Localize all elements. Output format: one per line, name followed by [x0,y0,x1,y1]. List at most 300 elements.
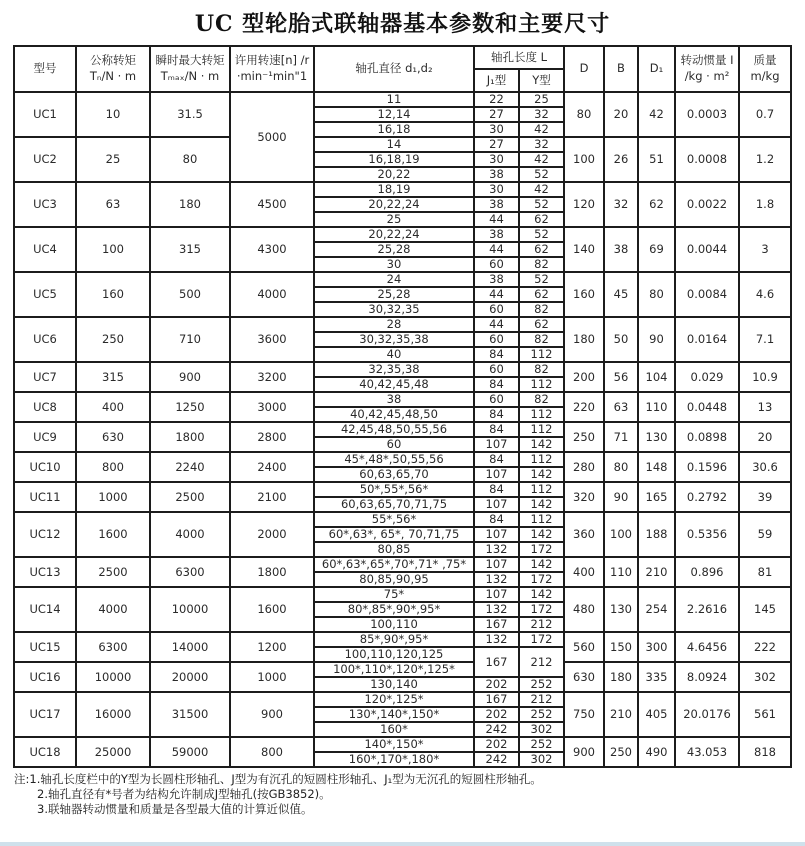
mass-cell: 13 [739,392,791,422]
table-row [14,587,791,602]
y-length-cell: 302 [519,722,564,737]
B-cell: 100 [604,512,638,557]
y-length-cell: 82 [519,257,564,272]
col-header-mass [739,46,791,92]
max-torque-cell: 2240 [150,452,230,482]
speed-cell: 1800 [230,557,314,587]
y-length-cell: 112 [519,407,564,422]
model-cell: UC10 [14,452,76,482]
j1-length-cell: 202 [474,707,519,722]
D1-cell: 254 [638,587,675,632]
j1-length-cell: 84 [474,407,519,422]
max-torque-cell: 900 [150,362,230,392]
model-cell: UC3 [14,182,76,227]
table-row [14,317,791,332]
D1-cell: 42 [638,92,675,137]
model-cell: UC16 [14,662,76,692]
y-length-cell: 112 [519,482,564,497]
D-cell: 140 [564,227,604,272]
mass-cell: 818 [739,737,791,767]
B-cell: 45 [604,272,638,317]
D1-cell: 69 [638,227,675,272]
nominal-torque-cell: 1000 [76,482,150,512]
mass-unit: m/kg [750,69,780,83]
y-length-cell: 42 [519,122,564,137]
model-cell: UC18 [14,737,76,767]
speed-cell: 3200 [230,362,314,392]
j1-length-cell: 44 [474,287,519,302]
speed-cell: 1200 [230,632,314,662]
bore-diameter-cell: 55*,56* [314,512,474,527]
y-length-cell: 302 [519,752,564,767]
speed-cell: 1000 [230,662,314,692]
bore-diameter-cell: 80,85 [314,542,474,557]
bore-diameter-cell: 24 [314,272,474,287]
table-row [14,557,791,572]
y-length-cell: 82 [519,302,564,317]
j1-length-cell: 132 [474,632,519,647]
D-cell: 560 [564,632,604,662]
D1-cell: 90 [638,317,675,362]
inertia-cell: 0.0448 [675,392,739,422]
y-length-cell: 82 [519,392,564,407]
mass-cell: 561 [739,692,791,737]
bore-diameter-label: 轴孔直径 d₁,d₂ [355,61,433,76]
bore-diameter-cell: 40,42,45,48,50 [314,407,474,422]
mass-cell: 1.2 [739,137,791,182]
inertia-cell: 0.0898 [675,422,739,452]
j1-length-cell: 84 [474,377,519,392]
nominal-torque-cell: 63 [76,182,150,227]
table-row [14,422,791,437]
j1-length-cell: 167 [474,647,519,677]
speed-cell: 2000 [230,512,314,557]
B-cell: 90 [604,482,638,512]
B-cell: 26 [604,137,638,182]
model-cell: UC9 [14,422,76,452]
D1-label: D₁ [649,61,664,76]
max-torque-label: 瞬时最大转矩 [155,53,225,68]
col-header-B [604,46,638,92]
D1-cell: 130 [638,422,675,452]
nominal-torque-cell: 630 [76,422,150,452]
B-cell: 130 [604,587,638,632]
y-length-cell: 112 [519,422,564,437]
max-torque-cell: 6300 [150,557,230,587]
inertia-cell: 0.1596 [675,452,739,482]
nominal-torque-cell: 800 [76,452,150,482]
inertia-cell: 8.0924 [675,662,739,692]
j1-length-cell: 38 [474,197,519,212]
model-cell: UC5 [14,272,76,317]
speed-cell: 3600 [230,317,314,362]
B-cell: 71 [604,422,638,452]
j1-length-cell: 60 [474,362,519,377]
col-header-D [564,46,604,92]
D1-cell: 104 [638,362,675,392]
y-length-cell: 172 [519,572,564,587]
mass-cell: 7.1 [739,317,791,362]
B-cell: 32 [604,182,638,227]
col-header-speed [230,46,314,92]
model-cell: UC15 [14,632,76,662]
table-row [14,362,791,377]
nominal-torque-cell: 250 [76,317,150,362]
D1-cell: 490 [638,737,675,767]
table-row [14,392,791,407]
nominal-torque-unit: Tₙ/N · m [89,69,137,83]
j1-length-cell: 84 [474,452,519,467]
bore-diameter-cell: 100,110 [314,617,474,632]
D1-cell: 62 [638,182,675,227]
j1-length-cell: 84 [474,512,519,527]
max-torque-cell: 14000 [150,632,230,662]
y-length-cell: 142 [519,497,564,512]
y-length-cell: 52 [519,272,564,287]
table-row [14,137,791,152]
nominal-torque-label: 公称转矩 [90,53,136,68]
table-row [14,452,791,467]
bore-diameter-cell: 85*,90*,95* [314,632,474,647]
D1-cell: 210 [638,557,675,587]
bore-diameter-cell: 60*,63*,65*,70*,71* ,75* [314,557,474,572]
bore-diameter-cell: 42,45,48,50,55,56 [314,422,474,437]
y-length-cell: 252 [519,677,564,692]
col-header-j1-type [474,69,519,92]
bore-diameter-cell: 160* [314,722,474,737]
nominal-torque-cell: 315 [76,362,150,392]
footnote-3: 3.联轴器转动惯量和质量是各型最大值的计算近似值。 [37,801,313,816]
bore-diameter-cell: 160*,170*,180* [314,752,474,767]
bore-diameter-cell: 28 [314,317,474,332]
D-cell: 480 [564,587,604,632]
y-length-cell: 112 [519,512,564,527]
j1-length-cell: 167 [474,617,519,632]
col-header-inertia [675,46,739,92]
y-length-cell: 82 [519,332,564,347]
bore-diameter-cell: 40 [314,347,474,362]
mass-cell: 0.7 [739,92,791,137]
col-header-D1 [638,46,675,92]
y-length-cell: 172 [519,632,564,647]
nominal-torque-cell: 4000 [76,587,150,632]
bore-diameter-cell: 14 [314,137,474,152]
inertia-label: 转动惯量 I [680,53,734,68]
y-length-cell: 42 [519,152,564,167]
table-row [14,737,791,752]
bore-diameter-cell: 30 [314,257,474,272]
speed-cell: 2800 [230,422,314,452]
D-cell: 100 [564,137,604,182]
j1-length-cell: 167 [474,692,519,707]
inertia-cell: 0.0022 [675,182,739,227]
y-length-cell: 252 [519,707,564,722]
nominal-torque-cell: 400 [76,392,150,422]
j1-length-cell: 107 [474,587,519,602]
D1-cell: 51 [638,137,675,182]
y-length-cell: 82 [519,362,564,377]
mass-label: 质量 [753,53,777,68]
D1-cell: 335 [638,662,675,692]
B-cell: 110 [604,557,638,587]
bore-diameter-cell: 130,140 [314,677,474,692]
inertia-cell: 4.6456 [675,632,739,662]
j1-length-cell: 107 [474,557,519,572]
model-cell: UC14 [14,587,76,632]
bore-diameter-cell: 100,110,120,125 [314,647,474,662]
nominal-torque-cell: 10000 [76,662,150,692]
parameters-table [13,45,792,768]
footnote-1: 注:1.轴孔长度栏中的Y型为长圆柱形轴孔、J型为有沉孔的短圆柱形轴孔、J₁型为无沉孔的短圆柱形轴孔。 [14,772,542,786]
B-cell: 250 [604,737,638,767]
j1-length-cell: 84 [474,482,519,497]
max-torque-unit: Tₘₐₓ/N · m [160,69,220,83]
y-length-cell: 142 [519,467,564,482]
B-cell: 180 [604,662,638,692]
B-cell: 38 [604,227,638,272]
B-cell: 50 [604,317,638,362]
speed-cell: 1600 [230,587,314,632]
D-cell: 180 [564,317,604,362]
table-row [14,632,791,647]
model-cell: UC1 [14,92,76,137]
y-length-cell: 52 [519,227,564,242]
j1-length-cell: 30 [474,182,519,197]
bore-diameter-cell: 30,32,35,38 [314,332,474,347]
j1-length-cell: 107 [474,437,519,452]
y-length-cell: 62 [519,242,564,257]
max-torque-cell: 80 [150,137,230,182]
D-cell: 80 [564,92,604,137]
nominal-torque-cell: 25 [76,137,150,182]
j1-length-cell: 44 [474,242,519,257]
y-length-cell: 42 [519,182,564,197]
D-cell: 750 [564,692,604,737]
table-row [14,227,791,242]
col-header-y-type [519,69,564,92]
table-row [14,92,791,107]
y-length-cell: 172 [519,602,564,617]
bore-diameter-cell: 20,22 [314,167,474,182]
mass-cell: 20 [739,422,791,452]
nominal-torque-cell: 1600 [76,512,150,557]
j1-type-label: J₁型 [486,72,507,87]
j1-length-cell: 60 [474,392,519,407]
j1-length-cell: 84 [474,422,519,437]
j1-length-cell: 132 [474,542,519,557]
inertia-cell: 0.0044 [675,227,739,272]
page-title: UC 型轮胎式联轴器基本参数和主要尺寸 [194,11,611,37]
j1-length-cell: 132 [474,572,519,587]
nominal-torque-cell: 25000 [76,737,150,767]
D-cell: 630 [564,662,604,692]
model-cell: UC4 [14,227,76,272]
D-cell: 250 [564,422,604,452]
y-length-cell: 112 [519,377,564,392]
inertia-cell: 0.0008 [675,137,739,182]
inertia-cell: 2.2616 [675,587,739,632]
y-length-cell: 52 [519,167,564,182]
D1-cell: 80 [638,272,675,317]
model-cell: UC6 [14,317,76,362]
D-cell: 900 [564,737,604,767]
speed-cell: 2400 [230,452,314,482]
max-torque-cell: 31.5 [150,92,230,137]
bore-diameter-cell: 18,19 [314,182,474,197]
y-length-cell: 62 [519,212,564,227]
D-cell: 360 [564,512,604,557]
mass-cell: 39 [739,482,791,512]
max-torque-cell: 315 [150,227,230,272]
y-length-cell: 142 [519,527,564,542]
table-header [14,46,791,92]
y-length-cell: 25 [519,92,564,107]
y-length-cell: 212 [519,692,564,707]
nominal-torque-cell: 10 [76,92,150,137]
inertia-cell: 0.2792 [675,482,739,512]
j1-length-cell: 60 [474,257,519,272]
inertia-cell: 0.0084 [675,272,739,317]
max-torque-cell: 4000 [150,512,230,557]
y-type-label: Y型 [532,72,551,87]
B-cell: 210 [604,692,638,737]
D-cell: 320 [564,482,604,512]
j1-length-cell: 107 [474,497,519,512]
mass-cell: 30.6 [739,452,791,482]
bottom-strip [0,842,805,846]
bore-diameter-cell: 16,18 [314,122,474,137]
D-cell: 220 [564,392,604,422]
bore-diameter-cell: 16,18,19 [314,152,474,167]
bore-diameter-cell: 30,32,35 [314,302,474,317]
bore-diameter-cell: 75* [314,587,474,602]
j1-length-cell: 107 [474,527,519,542]
bore-length-label: 轴孔长度 L [490,49,548,64]
bore-diameter-cell: 11 [314,92,474,107]
mass-cell: 4.6 [739,272,791,317]
y-length-cell: 142 [519,557,564,572]
footnote-2: 2.轴孔直径有*号者为结构允许制成J型轴孔(按GB3852)。 [37,786,331,801]
D1-cell: 165 [638,482,675,512]
inertia-cell: 20.0176 [675,692,739,737]
speed-cell: 4300 [230,227,314,272]
j1-length-cell: 202 [474,737,519,752]
D1-cell: 300 [638,632,675,662]
table-row [14,692,791,707]
nominal-torque-cell: 16000 [76,692,150,737]
bore-diameter-cell: 38 [314,392,474,407]
bore-diameter-cell: 25,28 [314,242,474,257]
table-row [14,482,791,497]
B-cell: 80 [604,452,638,482]
D-cell: 160 [564,272,604,317]
footnotes [14,772,805,817]
mass-cell: 302 [739,662,791,692]
j1-length-cell: 38 [474,227,519,242]
bore-diameter-cell: 25,28 [314,287,474,302]
mass-cell: 81 [739,557,791,587]
y-length-cell: 62 [519,317,564,332]
model-cell: UC12 [14,512,76,557]
bore-diameter-cell: 140*,150* [314,737,474,752]
j1-length-cell: 38 [474,272,519,287]
y-length-cell: 62 [519,287,564,302]
B-cell: 56 [604,362,638,392]
D-cell: 280 [564,452,604,482]
j1-length-cell: 60 [474,332,519,347]
y-length-cell: 32 [519,137,564,152]
max-torque-cell: 710 [150,317,230,362]
speed-unit: ·min⁻¹min"1 [236,69,308,83]
col-header-model-label: 型号 [33,61,57,76]
j1-length-cell: 202 [474,677,519,692]
mass-cell: 222 [739,632,791,662]
bore-diameter-cell: 80*,85*,90*,95* [314,602,474,617]
inertia-unit: /kg · m² [684,69,730,83]
D-label: D [579,61,589,76]
D-cell: 120 [564,182,604,227]
bore-diameter-cell: 130*,140*,150* [314,707,474,722]
bore-diameter-cell: 12,14 [314,107,474,122]
model-cell: UC7 [14,362,76,392]
B-cell: 20 [604,92,638,137]
model-cell: UC2 [14,137,76,182]
j1-length-cell: 38 [474,167,519,182]
max-torque-cell: 59000 [150,737,230,767]
max-torque-cell: 1250 [150,392,230,422]
speed-cell: 2100 [230,482,314,512]
inertia-cell: 0.5356 [675,512,739,557]
bore-diameter-cell: 60 [314,437,474,452]
bore-diameter-cell: 50*,55*,56* [314,482,474,497]
table-row [14,512,791,527]
y-length-cell: 142 [519,587,564,602]
D1-cell: 405 [638,692,675,737]
bore-diameter-cell: 20,22,24 [314,197,474,212]
table-row [14,182,791,197]
speed-label: 许用转速[n] /r [234,53,310,68]
speed-cell: 800 [230,737,314,767]
nominal-torque-cell: 6300 [76,632,150,662]
y-length-cell: 32 [519,107,564,122]
B-cell: 63 [604,392,638,422]
D-cell: 400 [564,557,604,587]
bore-diameter-cell: 80,85,90,95 [314,572,474,587]
model-cell: UC8 [14,392,76,422]
j1-length-cell: 30 [474,122,519,137]
D1-cell: 148 [638,452,675,482]
col-header-max-torque [150,46,230,92]
nominal-torque-cell: 2500 [76,557,150,587]
y-length-cell: 252 [519,737,564,752]
j1-length-cell: 60 [474,302,519,317]
inertia-cell: 0.029 [675,362,739,392]
bore-diameter-cell: 60*,63*, 65*, 70,71,75 [314,527,474,542]
mass-cell: 59 [739,512,791,557]
bore-diameter-cell: 32,35,38 [314,362,474,377]
j1-length-cell: 242 [474,752,519,767]
bore-diameter-cell: 100*,110*,120*,125* [314,662,474,677]
y-length-cell: 112 [519,347,564,362]
speed-cell: 4500 [230,182,314,227]
table-row [14,662,791,677]
model-cell: UC13 [14,557,76,587]
col-header-nominal-torque [76,46,150,92]
col-header-bore-length [474,46,564,69]
j1-length-cell: 44 [474,212,519,227]
D1-cell: 188 [638,512,675,557]
nominal-torque-cell: 100 [76,227,150,272]
